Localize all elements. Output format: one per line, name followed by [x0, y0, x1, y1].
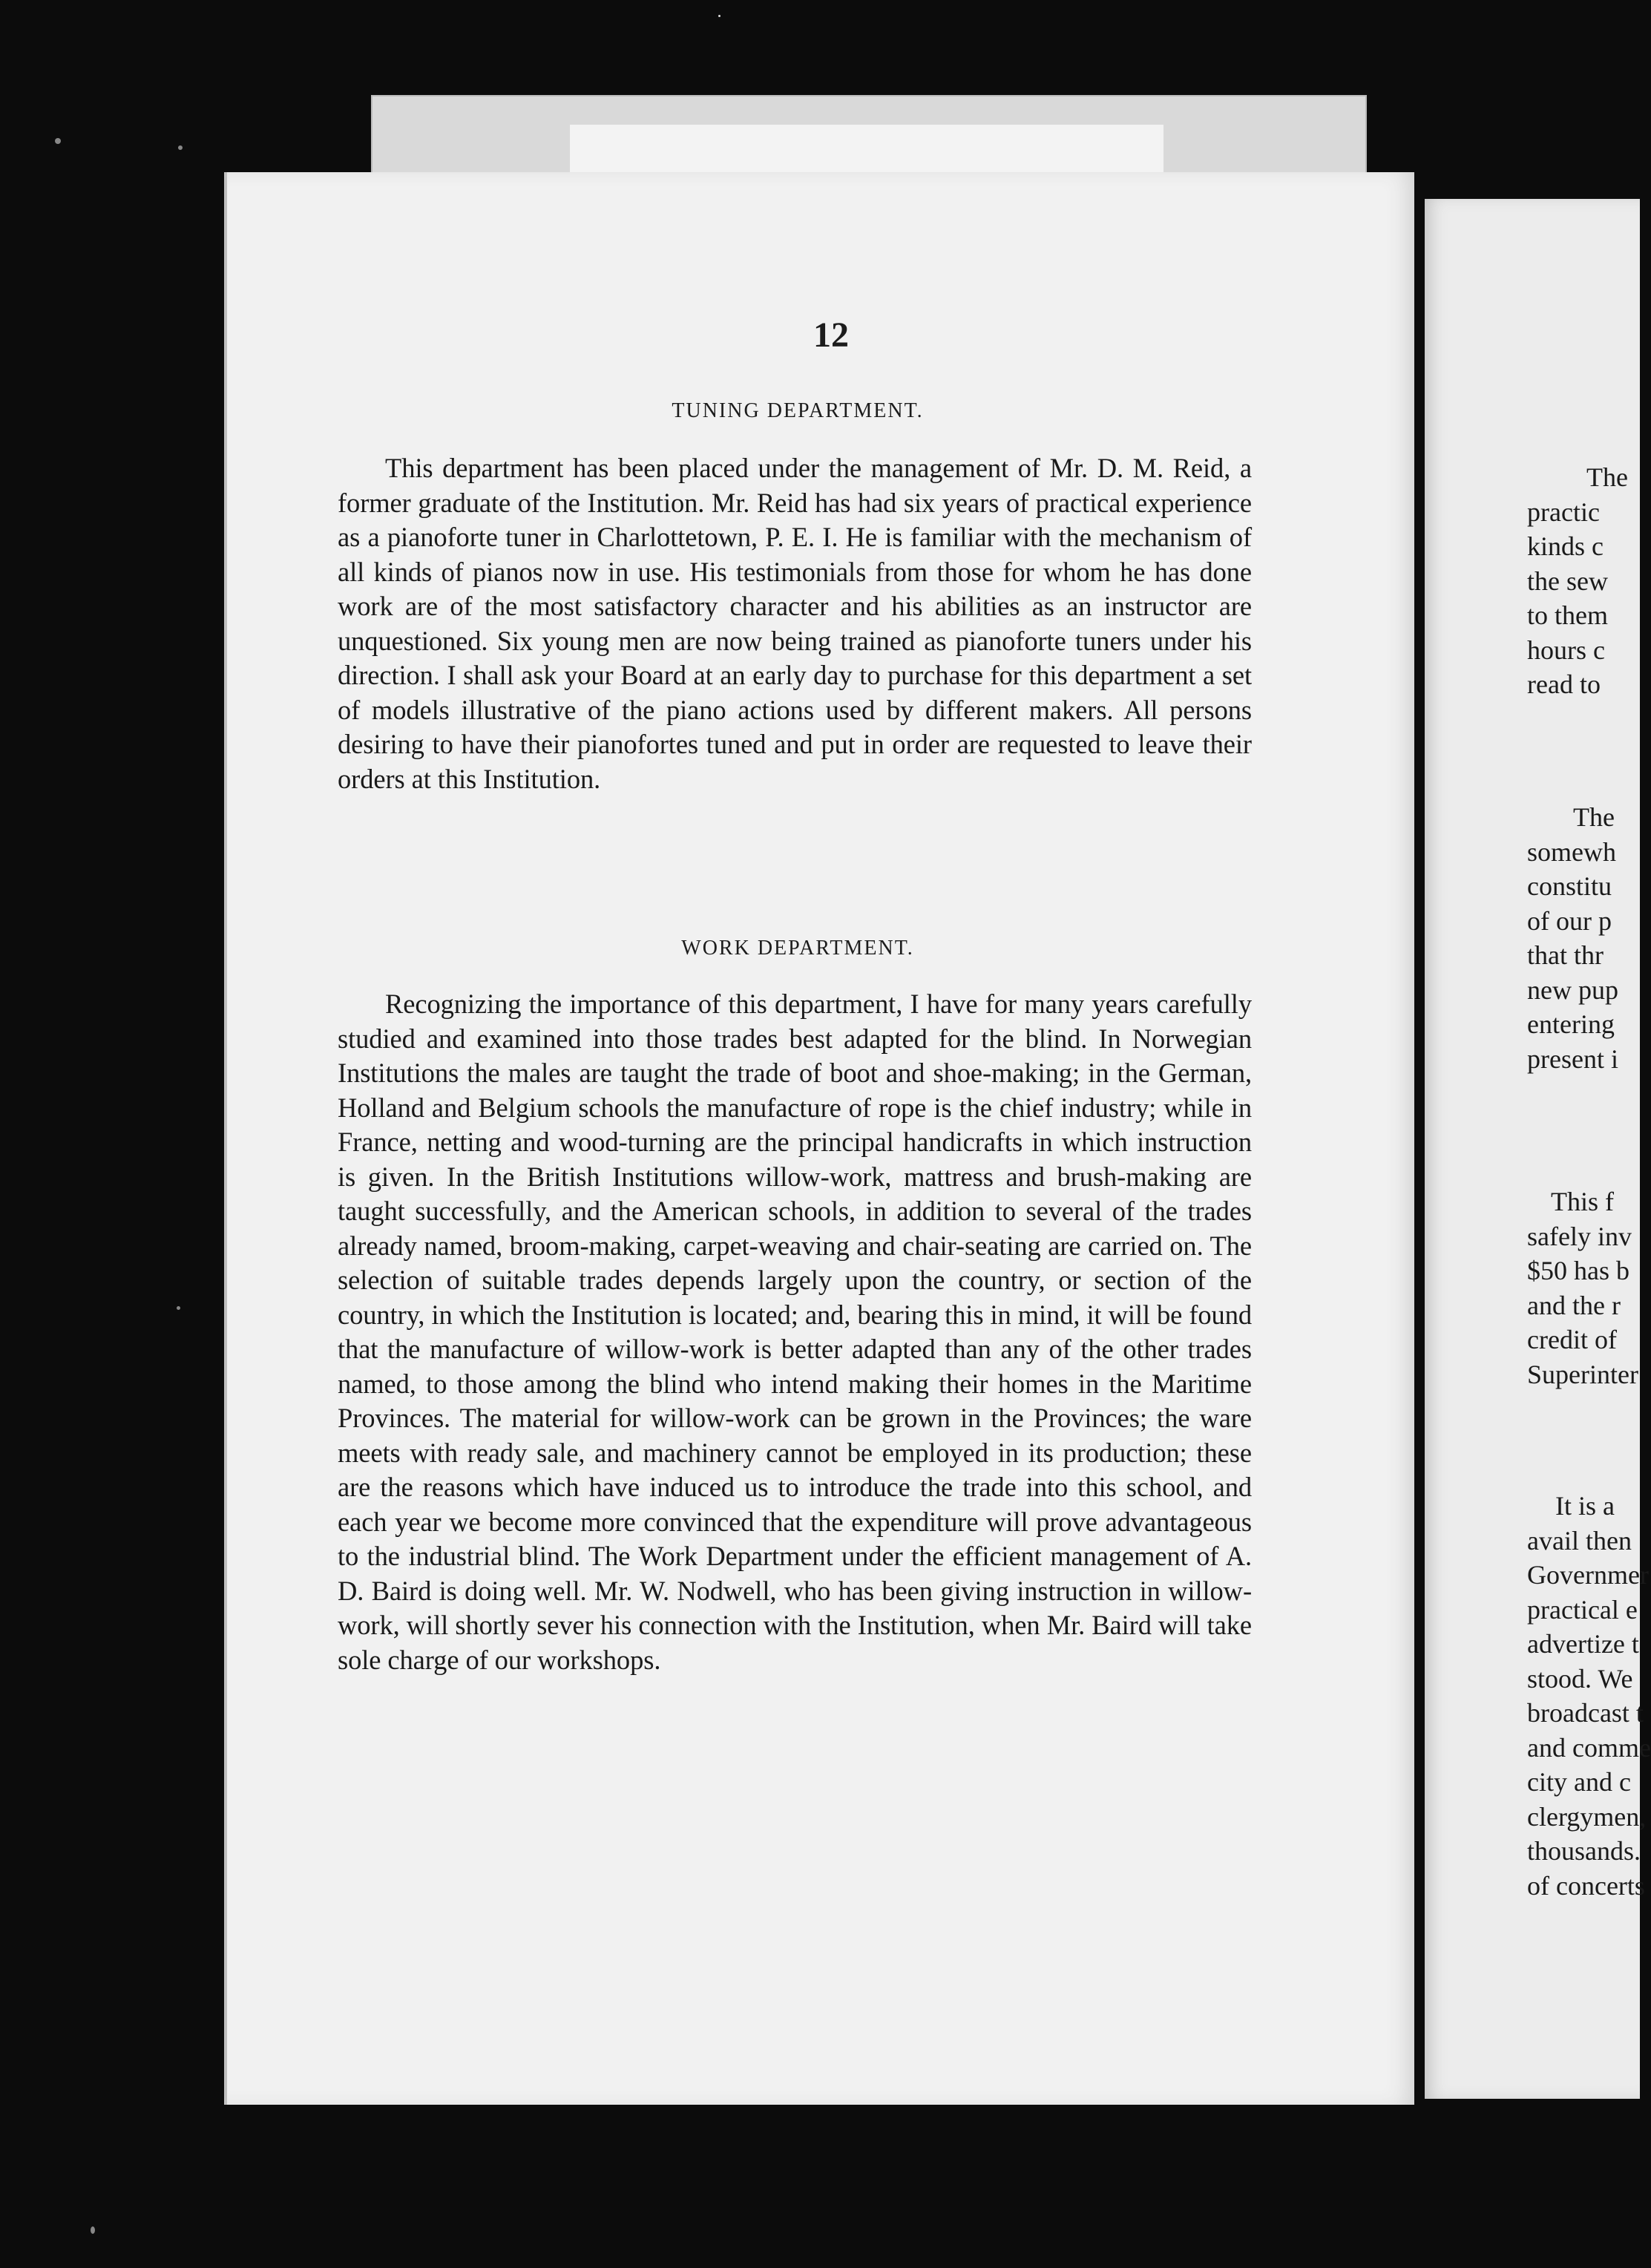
right-line: stood. We [1527, 1663, 1633, 1694]
right-line: clergymen, [1527, 1801, 1647, 1832]
right-line: Superinter [1527, 1359, 1638, 1389]
right-line: somewh [1527, 836, 1616, 867]
right-line: kinds c [1527, 531, 1604, 561]
dust-speck [177, 1306, 180, 1310]
right-line: new pup [1527, 974, 1618, 1005]
tuning-heading: TUNING DEPARTMENT. [672, 399, 924, 422]
right-line: broadcast t [1527, 1698, 1644, 1728]
work-heading: WORK DEPARTMENT. [681, 937, 914, 960]
right-line: This f [1551, 1187, 1614, 1216]
page-number: 12 [813, 315, 849, 355]
right-line: The [1586, 462, 1628, 492]
dust-speck [178, 145, 183, 150]
right-line: of concerts [1527, 1870, 1645, 1901]
right-page-block-1 [1527, 460, 1646, 702]
right-line: advertize t [1527, 1629, 1639, 1659]
right-line: and comme [1527, 1732, 1651, 1763]
right-line: hours c [1527, 635, 1605, 665]
right-line: credit of [1527, 1325, 1617, 1354]
right-line: practic [1527, 496, 1600, 527]
right-line: read to [1527, 669, 1601, 699]
right-line: $50 has b [1527, 1256, 1629, 1285]
right-line: constitu [1527, 871, 1612, 901]
right-line: present i [1527, 1043, 1618, 1074]
right-line: avail then [1527, 1525, 1632, 1556]
tuning-paragraph: This department has been placed under the management of Mr. D. M. Reid, a former graduate of the Institution. Mr. Reid has had six years of practical experience as a pianoforte tuner in Charlottetown, P. E. I. He is familiar with the mechanism of all kinds of pianos now in use. His testimonials from those for whom he has done work are of the most satisfactory character and his abilities as an instructor are unquestioned. Six young men are now being trained as pianoforte tuners under his direction. I shall ask your Board at an early day to purchase for this department a set of models illustrative of the piano actions used by different makers. All persons desiring to have their pianofortes tuned and put in order are requested to leave their orders at this Institution. [338, 453, 1252, 794]
right-line: practical e [1527, 1594, 1638, 1625]
right-line: Governmer [1527, 1560, 1649, 1590]
right-line: thousands. [1527, 1836, 1641, 1866]
right-line: that thr [1527, 940, 1604, 970]
right-line: of our p [1527, 905, 1612, 936]
dust-speck [55, 138, 61, 144]
right-line: city and c [1527, 1767, 1631, 1797]
right-page-block-3 [1527, 1184, 1646, 1392]
right-line: the sew [1527, 566, 1608, 596]
right-line: It is a [1555, 1491, 1615, 1521]
dust-speck [718, 15, 721, 17]
right-page-block-4 [1527, 1489, 1651, 1903]
right-line: to them [1527, 600, 1608, 630]
right-line: safely inv [1527, 1221, 1632, 1251]
right-page-block-2 [1527, 800, 1646, 1076]
right-line: and the r [1527, 1290, 1621, 1320]
right-line: The [1573, 802, 1615, 832]
dust-speck [91, 2226, 95, 2234]
right-line: entering [1527, 1009, 1615, 1039]
work-paragraph: Recognizing the importance of this department, I have for many years carefully studied and examined into those trades best adapted for the blind. In Norwegian Institutions the males are taught the trade of boot and shoe-making; in the German, Holland and Belgium schools the manufacture of rope is the chief industry; while in France, netting and wood-turning are the principal handicrafts in which instruction is given. In the British Institutions willow-work, mattress and brush-making are taught successfully, and the American schools, in addition to several of the trades already named, broom-making, carpet-weaving and chair-seating are carried on. The selection of suitable trades depends largely upon the country, or section of the country, in which the Institution is located; and, bearing this in mind, it will be found that the manufacture of willow-work is better adapted than any of the other trades named, to those among the blind who intend making their homes in the Maritime Provinces. The material for willow-work can be grown in the Provinces; the ware meets with ready sale, and machinery cannot be employed in its production; these are the reasons which have induced us to introduce the trade into this school, and each year we become more convinced that the expenditure will prove advantageous to the industrial blind. The Work Department under the efficient management of A. D. Baird is doing well. Mr. W. Nodwell, who has been giving instruction in willow-work, will shortly sever his connection with the Institution, when Mr. Baird will take sole charge of our workshops. [338, 989, 1252, 1675]
